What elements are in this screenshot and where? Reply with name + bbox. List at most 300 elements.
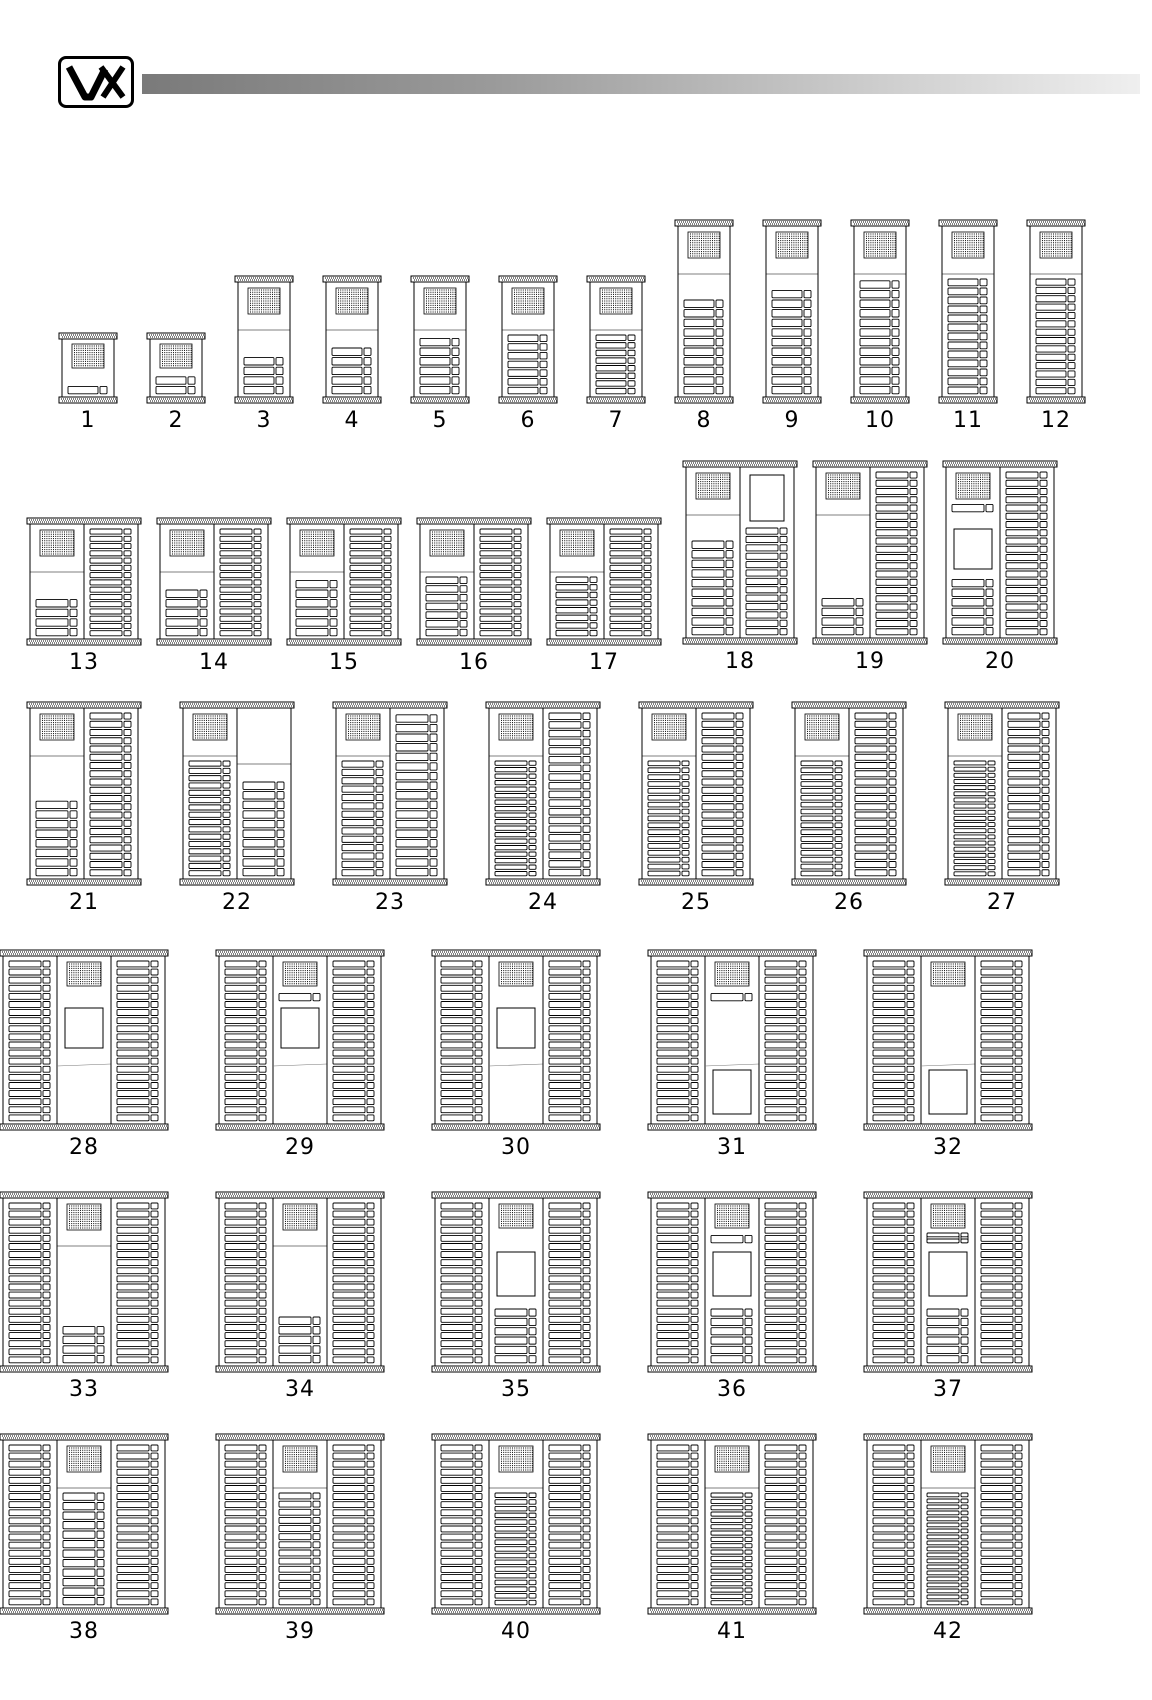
call-button [907, 1018, 914, 1024]
call-button [726, 570, 733, 577]
name-key [117, 1010, 149, 1016]
intercom-panel-24 [489, 704, 597, 887]
name-key [9, 977, 41, 983]
name-key [648, 795, 680, 800]
call-button [691, 1107, 698, 1113]
intercom-panel-14 [160, 520, 268, 647]
call-button [889, 738, 896, 744]
call-button [980, 306, 987, 313]
name-key [225, 1575, 257, 1581]
name-key [342, 811, 374, 817]
call-button [97, 1541, 104, 1548]
call-button [151, 1002, 158, 1008]
name-key [981, 1244, 1013, 1250]
call-button [583, 774, 590, 780]
call-button [910, 621, 917, 627]
name-key [873, 1034, 905, 1040]
call-button [514, 529, 521, 534]
call-button [1015, 1260, 1022, 1266]
name-key [876, 530, 908, 536]
name-key [9, 1583, 41, 1589]
name-key [981, 1526, 1013, 1532]
name-key [441, 1357, 473, 1363]
name-key [441, 1018, 473, 1024]
name-key [333, 1115, 365, 1121]
panel-number-label: 24 [528, 890, 558, 915]
call-button [514, 587, 521, 592]
call-button [716, 319, 723, 326]
name-key [117, 985, 149, 991]
call-button [529, 1547, 536, 1552]
name-key [225, 1203, 257, 1209]
name-key [927, 1517, 959, 1521]
call-button [799, 1349, 806, 1355]
name-key [549, 1066, 581, 1072]
name-key [441, 1518, 473, 1524]
name-key [657, 1050, 689, 1056]
name-key [981, 1542, 1013, 1548]
call-button [475, 1534, 482, 1540]
name-key [549, 817, 581, 823]
name-key [549, 730, 581, 736]
frame-cap [157, 518, 271, 524]
call-button [799, 1107, 806, 1113]
name-key [225, 1099, 257, 1105]
call-button [907, 1235, 914, 1241]
name-key [981, 1453, 1013, 1459]
name-key [657, 1260, 689, 1266]
call-button [745, 993, 752, 1000]
call-button [475, 1042, 482, 1048]
name-key [657, 1341, 689, 1347]
name-key [765, 1526, 797, 1532]
call-button [151, 1099, 158, 1105]
frame-cap [1027, 397, 1085, 403]
name-key [495, 1573, 527, 1578]
name-key [189, 863, 221, 868]
call-button [1015, 1534, 1022, 1540]
name-key [657, 1316, 689, 1322]
call-button [682, 844, 689, 849]
call-button [910, 513, 917, 519]
intercom-panel-23 [336, 704, 444, 887]
name-key [1036, 304, 1066, 310]
name-key [279, 1542, 311, 1548]
name-key [1008, 804, 1040, 810]
name-key [657, 985, 689, 991]
call-button [910, 596, 917, 602]
call-button [1015, 1357, 1022, 1363]
call-button [259, 1445, 266, 1451]
name-key [296, 628, 328, 635]
name-key [220, 529, 252, 534]
panel-number-label: 41 [717, 1619, 747, 1644]
call-button [1015, 1050, 1022, 1056]
call-button [1015, 1074, 1022, 1080]
name-key [396, 782, 428, 789]
name-key [549, 835, 581, 841]
name-key [9, 1099, 41, 1105]
name-key [765, 1284, 797, 1290]
name-key [495, 1328, 527, 1335]
call-button [835, 768, 842, 773]
call-button [986, 608, 993, 615]
call-button [1042, 804, 1049, 810]
name-key [765, 1292, 797, 1298]
frame-cap [763, 220, 821, 226]
name-key [765, 1445, 797, 1451]
call-button [583, 1050, 590, 1056]
name-key [873, 1591, 905, 1597]
call-button [691, 1050, 698, 1056]
call-button [856, 608, 863, 615]
name-key [855, 771, 887, 777]
name-key [350, 544, 382, 549]
call-button [124, 536, 131, 541]
name-key [495, 820, 527, 824]
name-key [9, 1494, 41, 1500]
call-button [745, 1512, 752, 1516]
call-button [892, 329, 899, 336]
call-button [276, 377, 283, 384]
call-button [799, 1518, 806, 1524]
name-key [657, 1558, 689, 1564]
name-key [480, 616, 512, 621]
name-key [117, 1550, 149, 1556]
call-button [1015, 1235, 1022, 1241]
call-button [961, 1547, 968, 1551]
call-button [254, 536, 261, 541]
intercom-panel-28 [3, 952, 165, 1132]
call-button [892, 290, 899, 297]
name-key [711, 1582, 743, 1586]
call-button [583, 1260, 590, 1266]
name-key [480, 536, 512, 541]
name-key [549, 977, 581, 983]
call-button [799, 1550, 806, 1556]
call-button [780, 595, 787, 601]
call-button [367, 1292, 374, 1298]
call-button [384, 558, 391, 563]
name-key [873, 1042, 905, 1048]
call-button [745, 1582, 752, 1586]
name-key [480, 609, 512, 614]
call-button [799, 1494, 806, 1500]
call-button [1015, 1203, 1022, 1209]
call-button [475, 993, 482, 999]
call-button [799, 1591, 806, 1597]
call-button [70, 840, 77, 847]
name-key [1008, 771, 1040, 777]
name-key [873, 1235, 905, 1241]
call-button [151, 1227, 158, 1233]
name-key [333, 1292, 365, 1298]
name-key [692, 579, 724, 586]
call-button [907, 1583, 914, 1589]
call-button [1040, 621, 1047, 627]
call-button [745, 1499, 752, 1503]
frame-cap [547, 639, 661, 645]
name-key [396, 744, 428, 751]
call-button [151, 1058, 158, 1064]
call-button [151, 1308, 158, 1314]
call-button [1042, 820, 1049, 826]
call-button [889, 730, 896, 736]
call-button [804, 319, 811, 326]
call-button [1042, 721, 1049, 727]
call-button [716, 367, 723, 374]
name-key [117, 1357, 149, 1363]
name-key [549, 1550, 581, 1556]
call-button [254, 631, 261, 636]
call-button [330, 619, 337, 626]
name-key [657, 961, 689, 967]
intercom-panel-drawing [948, 704, 1056, 887]
call-button [151, 1494, 158, 1500]
call-button [799, 1115, 806, 1121]
name-key [441, 1333, 473, 1339]
name-key [765, 1276, 797, 1282]
call-button [780, 620, 787, 626]
call-button [43, 1107, 50, 1113]
call-button [313, 1317, 320, 1324]
call-button [583, 969, 590, 975]
frame-cap [411, 397, 469, 403]
call-button [691, 1091, 698, 1097]
frame-cap [0, 1434, 168, 1440]
call-button [43, 1018, 50, 1024]
call-button [430, 782, 437, 789]
name-key [876, 596, 908, 602]
name-key [765, 1469, 797, 1475]
name-key [765, 1518, 797, 1524]
name-key [765, 1510, 797, 1516]
name-key [9, 1534, 41, 1540]
name-key [549, 748, 581, 754]
call-button [475, 1558, 482, 1564]
call-button [259, 1357, 266, 1363]
name-key [225, 1486, 257, 1492]
name-key [333, 1477, 365, 1483]
intercom-panel-drawing [30, 520, 138, 647]
name-key [495, 813, 527, 817]
call-button [907, 1558, 914, 1564]
name-key [480, 544, 512, 549]
call-button [254, 544, 261, 549]
name-key [765, 1260, 797, 1266]
call-button [799, 969, 806, 975]
name-key [746, 620, 778, 626]
name-key [702, 820, 734, 826]
call-button [313, 1346, 320, 1353]
name-key [610, 587, 642, 592]
name-key [244, 367, 274, 374]
name-key [746, 536, 778, 542]
name-key [441, 1284, 473, 1290]
name-key [342, 761, 374, 767]
call-button [910, 571, 917, 577]
call-button [259, 1042, 266, 1048]
name-key [765, 993, 797, 999]
call-button [907, 993, 914, 999]
call-button [43, 1526, 50, 1532]
name-key [765, 1575, 797, 1581]
name-key [702, 845, 734, 851]
name-key [549, 852, 581, 858]
call-button [910, 497, 917, 503]
call-button [376, 761, 383, 767]
call-button [745, 1601, 752, 1605]
name-key [873, 1284, 905, 1290]
call-button [736, 721, 743, 727]
call-button [259, 1526, 266, 1532]
name-key [350, 609, 382, 614]
call-button [691, 1445, 698, 1451]
call-button [1040, 579, 1047, 585]
name-key [441, 1558, 473, 1564]
name-key [1006, 505, 1038, 511]
intercom-panel-18 [686, 463, 794, 646]
call-button [736, 862, 743, 868]
name-key [9, 1284, 41, 1290]
name-key [117, 1542, 149, 1548]
name-key [549, 1219, 581, 1225]
name-key [333, 1486, 365, 1492]
name-key [1008, 812, 1040, 818]
name-key [657, 1002, 689, 1008]
name-key [495, 800, 527, 804]
call-button [988, 761, 995, 765]
name-key [480, 580, 512, 585]
name-key [9, 1058, 41, 1064]
call-button [151, 1502, 158, 1508]
call-button [986, 579, 993, 586]
name-key [765, 1591, 797, 1597]
call-button [691, 1002, 698, 1008]
name-key [441, 1115, 473, 1121]
call-button [223, 805, 230, 810]
name-key [860, 358, 890, 365]
name-key [117, 1469, 149, 1475]
frame-cap [180, 879, 294, 885]
intercom-panel-drawing [435, 1436, 597, 1616]
call-button [124, 623, 131, 628]
name-key [948, 288, 978, 295]
call-button [367, 1211, 374, 1217]
intercom-panel-drawing [590, 278, 642, 405]
name-key [855, 870, 887, 876]
call-button [475, 1333, 482, 1339]
name-key [296, 580, 328, 587]
name-key [873, 1341, 905, 1347]
name-key [657, 1074, 689, 1080]
intercom-panel-39 [219, 1436, 381, 1616]
call-button [188, 386, 195, 393]
call-button [583, 1575, 590, 1581]
call-button [151, 1244, 158, 1250]
panel-number-label: 34 [285, 1377, 315, 1402]
call-button [716, 377, 723, 384]
name-key [333, 977, 365, 983]
call-button [367, 1575, 374, 1581]
name-key [711, 1318, 743, 1325]
name-key [927, 1499, 959, 1503]
name-key [495, 1567, 527, 1572]
name-key [556, 623, 588, 628]
call-button [799, 993, 806, 999]
call-button [691, 1115, 698, 1121]
call-button [889, 779, 896, 785]
call-button [583, 1292, 590, 1298]
name-key [220, 609, 252, 614]
call-button [259, 1300, 266, 1306]
name-key [954, 786, 986, 790]
name-key [927, 1541, 959, 1545]
call-button [835, 809, 842, 814]
name-key [549, 722, 581, 728]
name-key [90, 602, 122, 607]
name-key [508, 344, 538, 351]
name-key [954, 847, 986, 851]
call-button [259, 1494, 266, 1500]
call-button [259, 1018, 266, 1024]
call-button [726, 560, 733, 567]
call-button [1068, 296, 1075, 302]
name-key [657, 1284, 689, 1290]
name-key [220, 544, 252, 549]
call-button [1015, 977, 1022, 983]
call-button [961, 1601, 968, 1605]
name-key [333, 1219, 365, 1225]
name-key [350, 551, 382, 556]
call-button [745, 1569, 752, 1573]
name-key [1008, 730, 1040, 736]
call-button [961, 1535, 968, 1539]
name-key [657, 1292, 689, 1298]
name-key [801, 768, 833, 773]
name-key [657, 1042, 689, 1048]
call-button [691, 1453, 698, 1459]
call-button [691, 1550, 698, 1556]
call-button [910, 522, 917, 528]
name-key [549, 1260, 581, 1266]
name-key [860, 329, 890, 336]
call-button [907, 1099, 914, 1105]
name-key [225, 1058, 257, 1064]
name-key [952, 618, 984, 625]
frame-cap [432, 1366, 600, 1372]
name-key [220, 594, 252, 599]
call-button [745, 1556, 752, 1560]
name-key [117, 961, 149, 967]
call-button [43, 1284, 50, 1290]
call-button [70, 801, 77, 808]
name-key [927, 1571, 959, 1575]
name-key [350, 602, 382, 607]
name-key [36, 849, 68, 856]
name-key [684, 358, 714, 365]
call-button [151, 1325, 158, 1331]
name-key [441, 1534, 473, 1540]
call-button [1015, 1453, 1022, 1459]
call-button [799, 1341, 806, 1347]
name-key [117, 1018, 149, 1024]
name-key [90, 754, 122, 760]
call-button [907, 1002, 914, 1008]
name-key [873, 1219, 905, 1225]
name-key [765, 1107, 797, 1113]
camera-window [281, 1008, 319, 1048]
